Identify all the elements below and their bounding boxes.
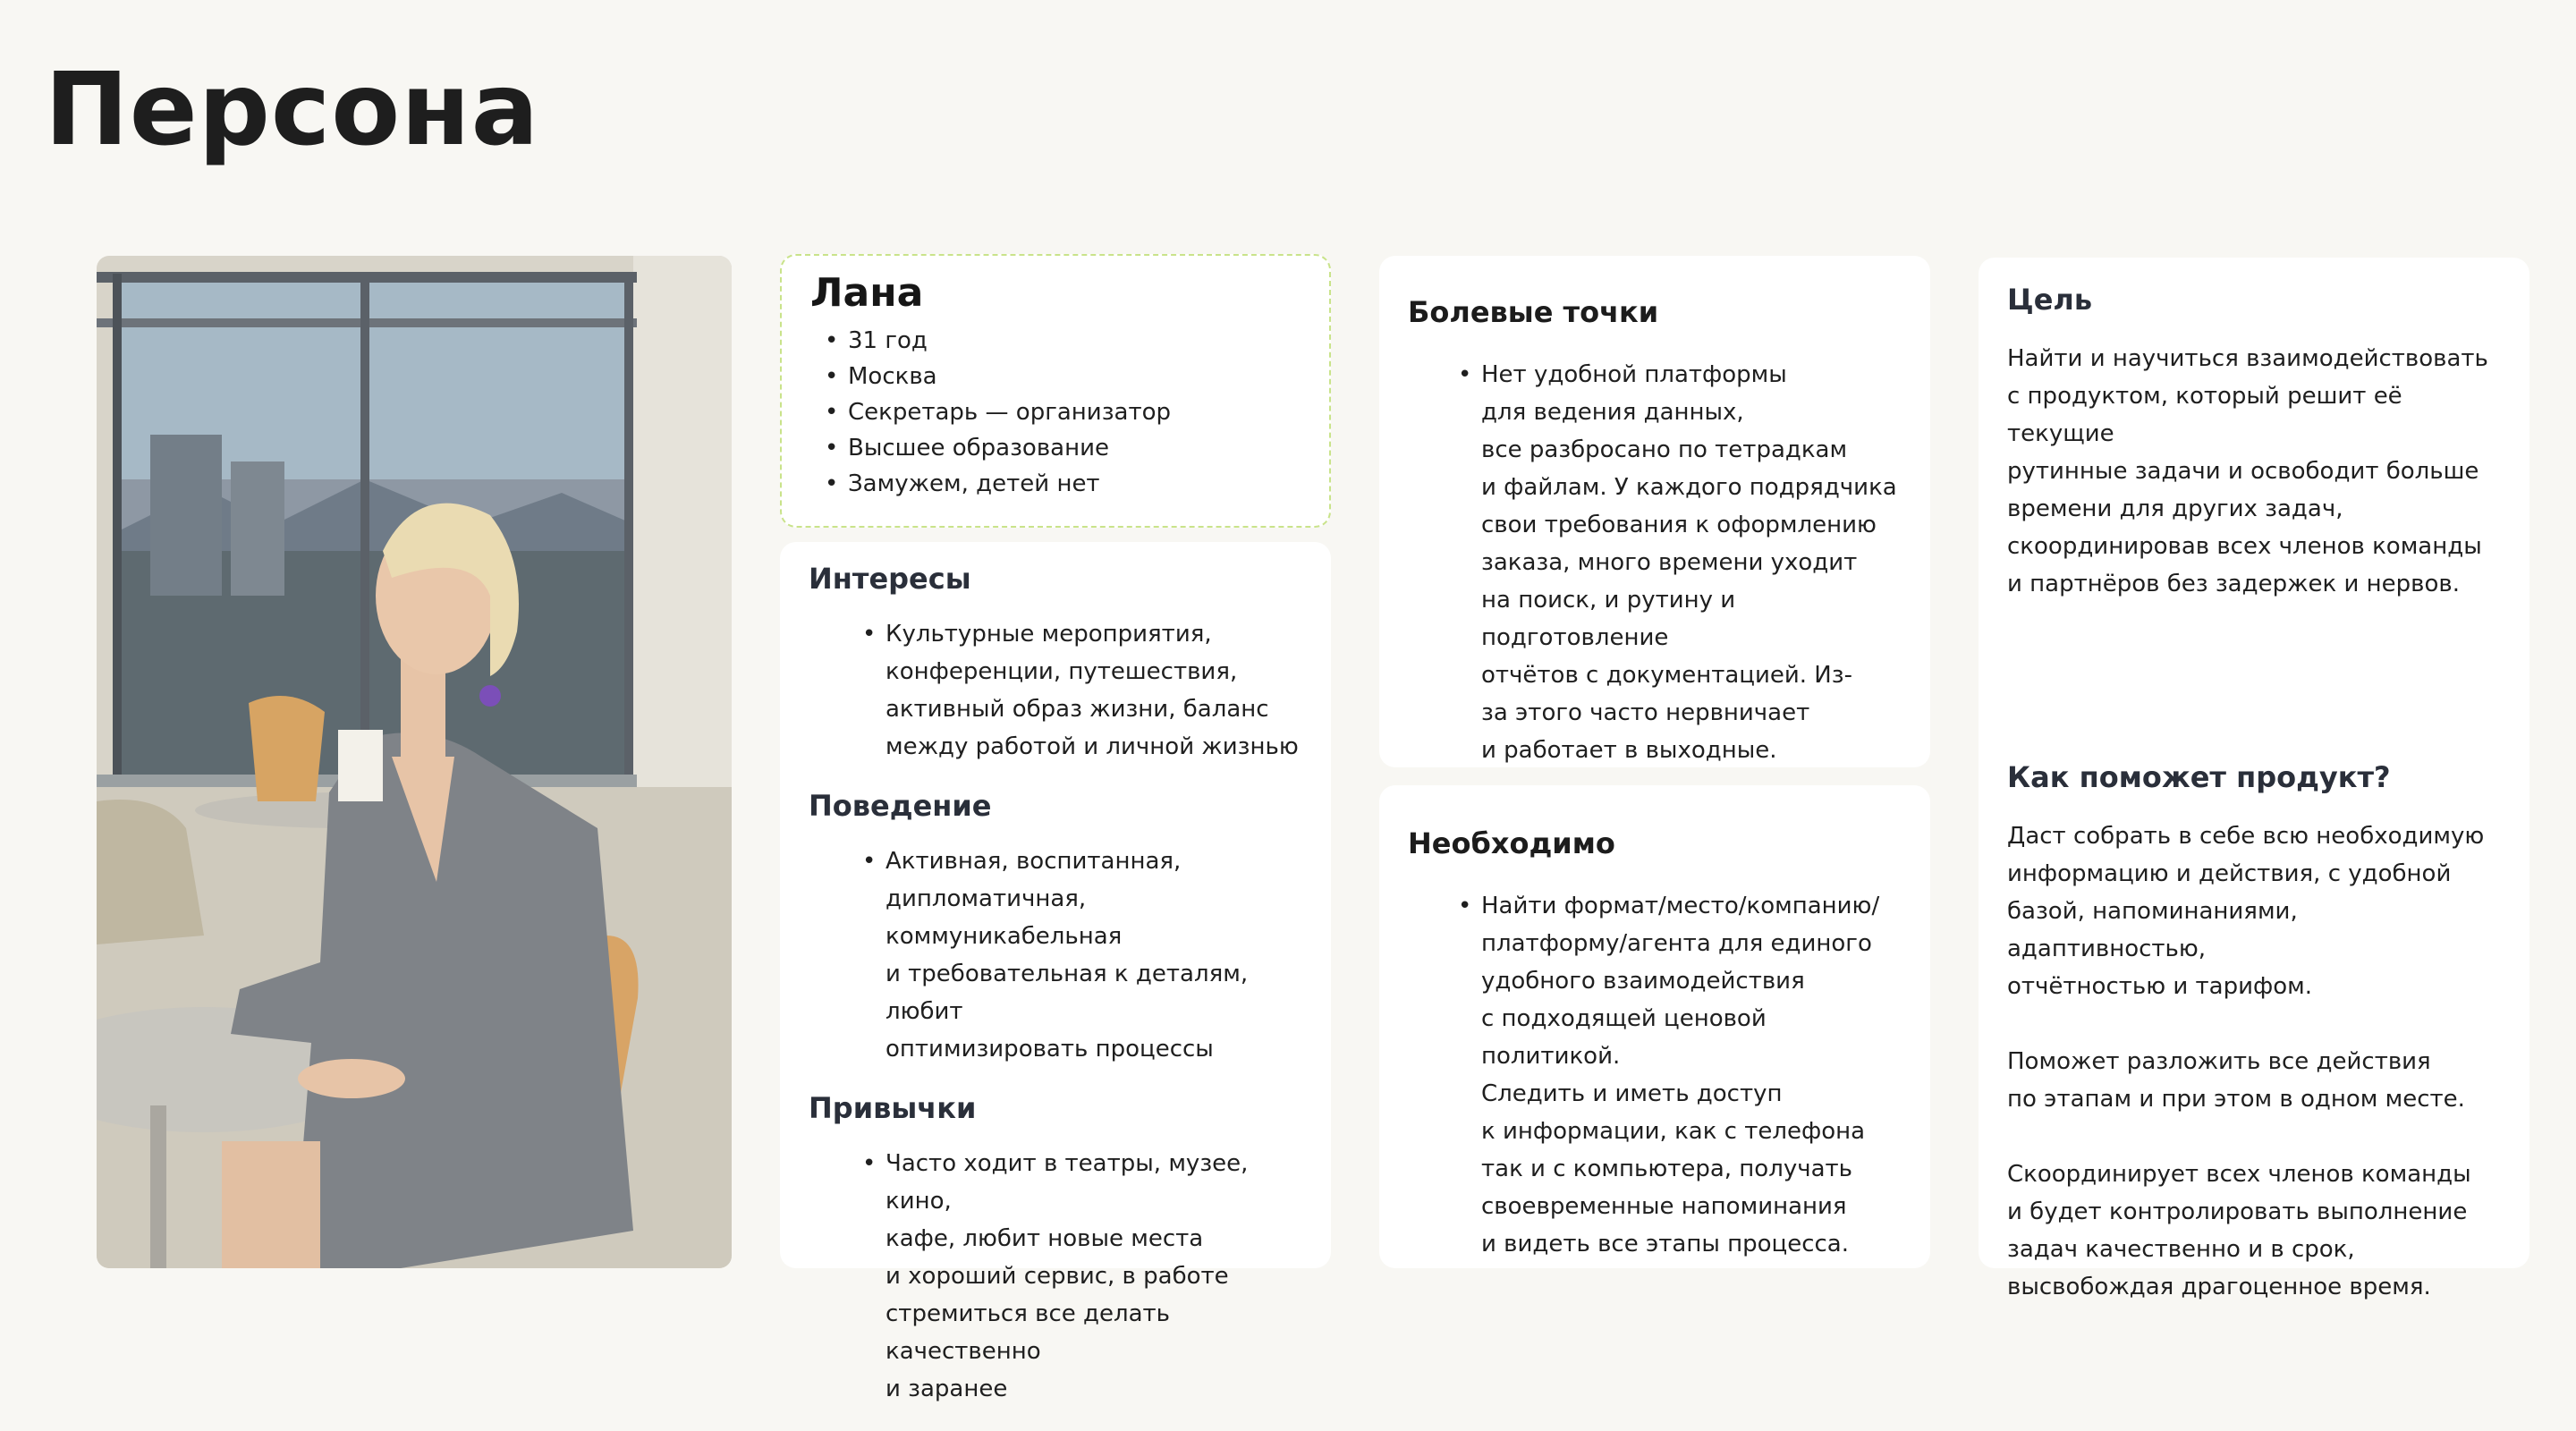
habits-section xyxy=(809,1091,1304,1408)
persona-facts xyxy=(810,323,1302,502)
fact-age: • 31 год xyxy=(810,323,1302,359)
goal-card xyxy=(1979,258,2529,1300)
behavior-title: Поведение xyxy=(809,789,992,823)
habits-text: • Часто ходит в театры, музее, кино, кафе, любит новые места и хороший сервис, в работе стремиться все делать качественно и заранее xyxy=(862,1145,1304,1408)
interests-section xyxy=(809,562,1304,766)
product-help-paragraph: Даст собрать в себе всю необходимую информацию и действия, с удобной базой, напоминаниями, адаптивностью, отчётностью и тарифом. xyxy=(2007,823,2485,1000)
pain-points-card xyxy=(1379,256,1930,767)
fact-family: • Замужем, детей нет xyxy=(810,466,1302,502)
needs-title: Необходимо xyxy=(1408,826,1615,860)
behavior-section xyxy=(809,789,1304,1068)
fact-city: • Москва xyxy=(810,359,1302,394)
pain-points-title: Болевые точки xyxy=(1408,295,1659,329)
pain-points-text: • Нет удобной платформы для ведения данных, все разбросано по тетрадкам и файлам. У каждого подрядчика свои требования к оформлению заказа, много времени уходит на поиск, и рутину и подготовление отчётов с документацией. Из- за этого часто нервничает и работает в выходные. xyxy=(1458,356,1903,769)
fact-education: • Высшее образование xyxy=(810,430,1302,466)
persona-card xyxy=(780,254,1331,528)
persona-photo xyxy=(97,256,732,1268)
interests-text: • Культурные мероприятия, конференции, путешествия, активный образ жизни, баланс между работой и личной жизнью xyxy=(862,615,1304,766)
interests-title: Интересы xyxy=(809,562,971,596)
habits-title: Привычки xyxy=(809,1091,977,1125)
interests-card xyxy=(780,542,1331,1402)
product-help-title: Как поможет продукт? xyxy=(2007,760,2391,794)
page-title: Персона xyxy=(45,52,540,168)
goal-title: Цель xyxy=(2007,283,2093,317)
needs-text: • Найти формат/место/компанию/ платформу/агента для единого удобного взаимодействия с подходящей ценовой политикой. Следить и иметь доступ к информации, как с телефона так и с компьютера, получать своевременные напоминания и видеть все этапы процесса. xyxy=(1458,887,1903,1263)
pain-points-section xyxy=(1408,295,1903,769)
persona-name: Лана xyxy=(810,270,924,316)
behavior-text: • Активная, воспитанная, дипломатичная, коммуникабельная и требовательная к деталям, любит оптимизировать процессы xyxy=(862,843,1304,1068)
goal-text: Найти и научиться взаимодействовать с продуктом, который решит её текущие рутинные задачи и освободит больше времени для других задач, скоординировав всех членов команды и партнёров без задержек и нервов. xyxy=(2007,345,2488,597)
needs-card xyxy=(1379,785,1930,1268)
product-help-paragraph: Поможет разложить все действия по этапам и при этом в одном месте. xyxy=(2007,1048,2465,1113)
product-help-paragraph: Скоординирует всех членов команды и будет контролировать выполнение задач качественно и в срок, высвобождая драгоценное время. xyxy=(2007,1161,2471,1300)
needs-section xyxy=(1408,826,1903,1263)
fact-job: • Секретарь — организатор xyxy=(810,394,1302,430)
